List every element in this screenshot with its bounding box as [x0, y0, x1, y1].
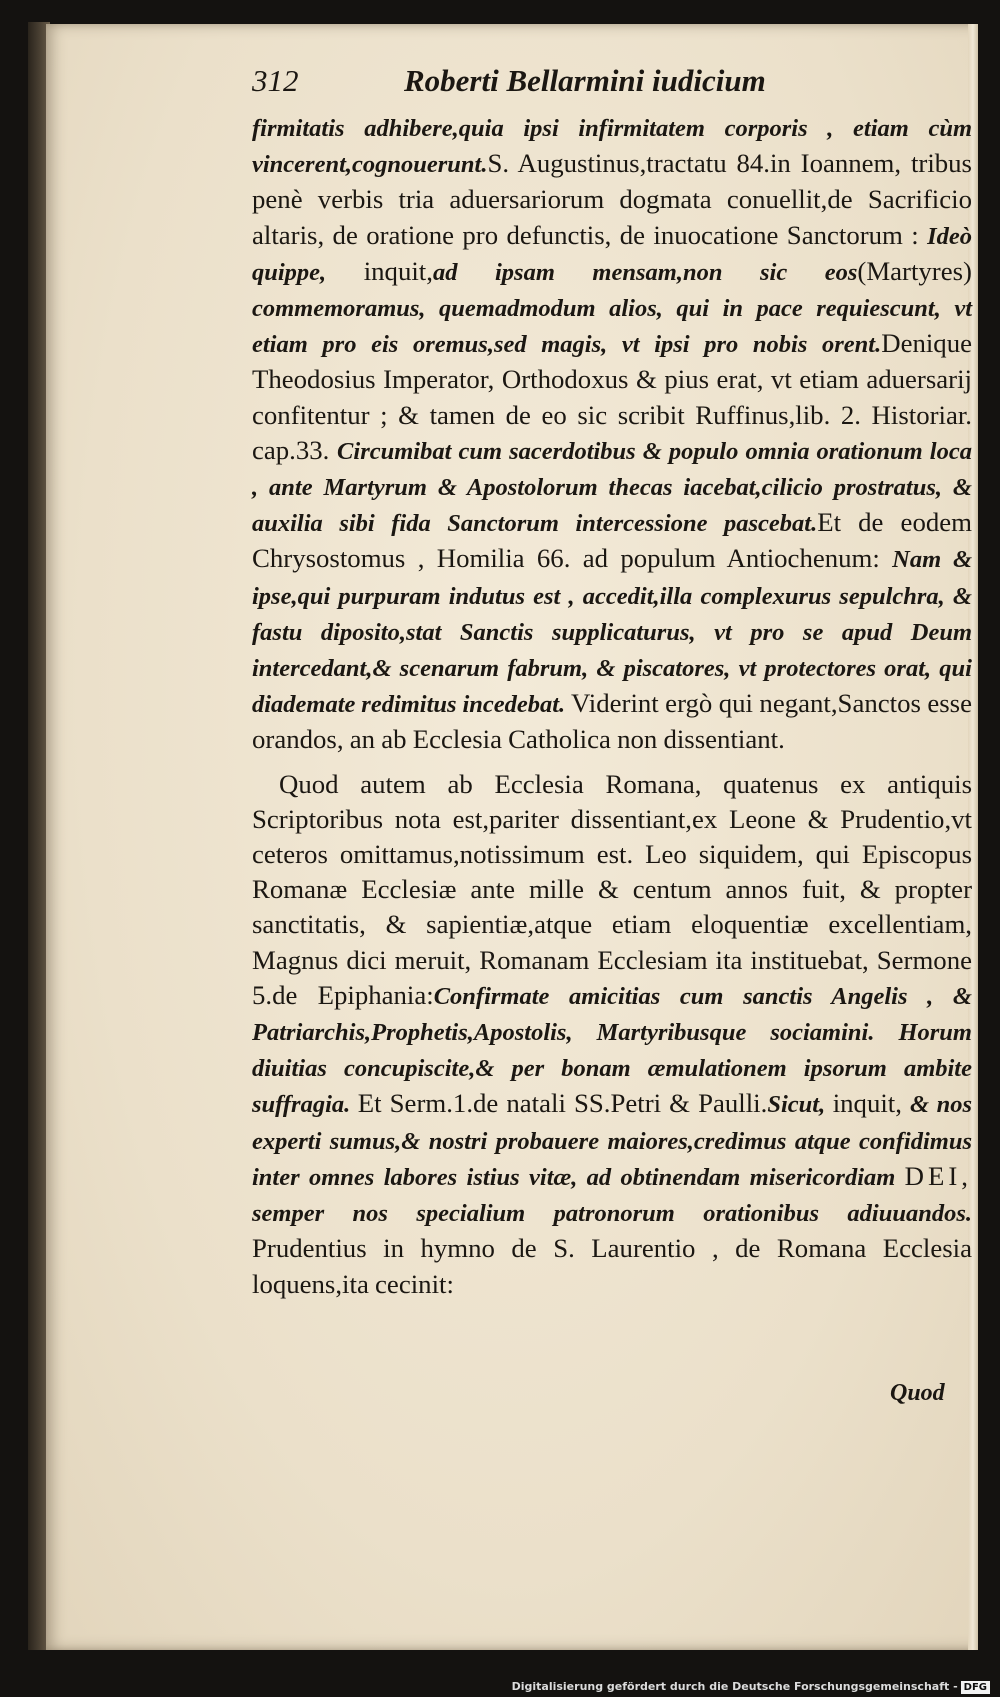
- page-header: [252, 58, 972, 104]
- text-run: Ideò quippe,: [252, 222, 972, 286]
- text-run: Viderint ergò qui negant,Sanctos esse orandos, an ab Ecclesia Catholica non dissentiant.: [252, 688, 972, 755]
- text-run: DEI,: [904, 1160, 972, 1191]
- text-run: firmitatis adhibere,quia ipsi infirmitatem corporis , etiam cùm vincerent,cognouerunt.: [252, 115, 972, 179]
- text-run: Nam & ipse,qui purpuram indutus est , accedit,illa complexurus sepulchra, & fastu diposito,stat Sanctis supplicaturus, vt pro se apud Deum intercedant,& scenarum fabrum, & piscatores, vt protectores orat, qui diademate redimitus incedebat.: [252, 546, 972, 719]
- page-number: 312: [252, 63, 299, 98]
- text-run: Circumibat cum sacerdotibus & populo omnia orationum loca , ante Martyrum & Apostolorum thecas iacebat,cilicio prostratus, & auxilia sibi fida Sanctorum intercessione pascebat.: [252, 437, 972, 538]
- text-run: Et de eodem Chrysostomus , Homilia 66. ad populum Antiochenum:: [252, 507, 972, 574]
- text-run: S. Augustinus,tractatu 84.in Ioannem, tribus penè verbis tria aduersariorum dogmata conuellit,de Sacrificio altaris, de oratione pro defunctis, de inuocatione Sanctorum :: [252, 148, 972, 250]
- paragraph-1: [252, 110, 972, 758]
- main-text: [252, 110, 972, 1302]
- paragraph-2: [252, 767, 972, 1302]
- text-run: & nos experti sumus,& nostri probauere maiores,credimus atque confidimus inter omnes labores istius vitæ, ad obtinendam misericordiam: [252, 1091, 972, 1191]
- text-run: Et Serm.1.de natali SS.Petri & Paulli.: [357, 1088, 768, 1119]
- text-run: Denique Theodosius Imperator, Orthodoxus & pius erat, vt etiam aduersarij confitentur ; & tamen de eo sic scribit Ruffinus,lib. 2. Historiar. cap.33.: [252, 328, 972, 465]
- text-run: Confirmate amicitias cum sanctis Angelis , & Patriarchis,Prophetis,Apostolis, Martyribusque sociamini. Horum diuitias concupiscite,& per bonam æmulationem ipsorum ambite suffragia.: [252, 982, 972, 1119]
- catchword: Quod: [890, 1380, 945, 1406]
- text-run: Quod autem ab Ecclesia Romana, quatenus ex antiquis Scriptoribus nota est,pariter dissentiant,ex Leone & Prudentio,vt ceteros omittamus,notissimum est. Leo siquidem, qui Episcopus Romanæ Ecclesiæ ante mille & centum annos fuit, & propter sanctitatis, & sapientiæ,atque etiam eloquentiæ excellentiam, Magnus dici meruit, Romanam Ecclesiam ita instituebat, Sermone 5.de Epiphania:: [252, 768, 972, 1010]
- text-run: Sicut,: [767, 1091, 833, 1119]
- digitization-credit: [512, 1679, 990, 1695]
- footer-text: Digitalisierung gefördert durch die Deutsche Forschungsgemeinschaft -: [511, 1680, 958, 1693]
- text-run: inquit,: [363, 255, 433, 286]
- running-title: Roberti Bellarmini iudicium: [404, 63, 766, 98]
- text-run: semper nos specialium patronorum orationibus adiuuandos.: [252, 1200, 972, 1228]
- text-run: commemoramus, quemadmodum alios, qui in pace requiescunt, vt etiam pro eis oremus,sed magis, vt ipsi pro nobis orent.: [252, 295, 972, 359]
- text-run: ad ipsam mensam,non sic eos: [432, 258, 858, 286]
- text-run: inquit,: [832, 1088, 911, 1119]
- text-run: Prudentius in hymno de S. Laurentio , de Romana Ecclesia loquens,ita cecinit:: [252, 1233, 972, 1299]
- text-run: (Martyres): [857, 255, 972, 286]
- dfg-logo: DFG: [961, 1681, 990, 1694]
